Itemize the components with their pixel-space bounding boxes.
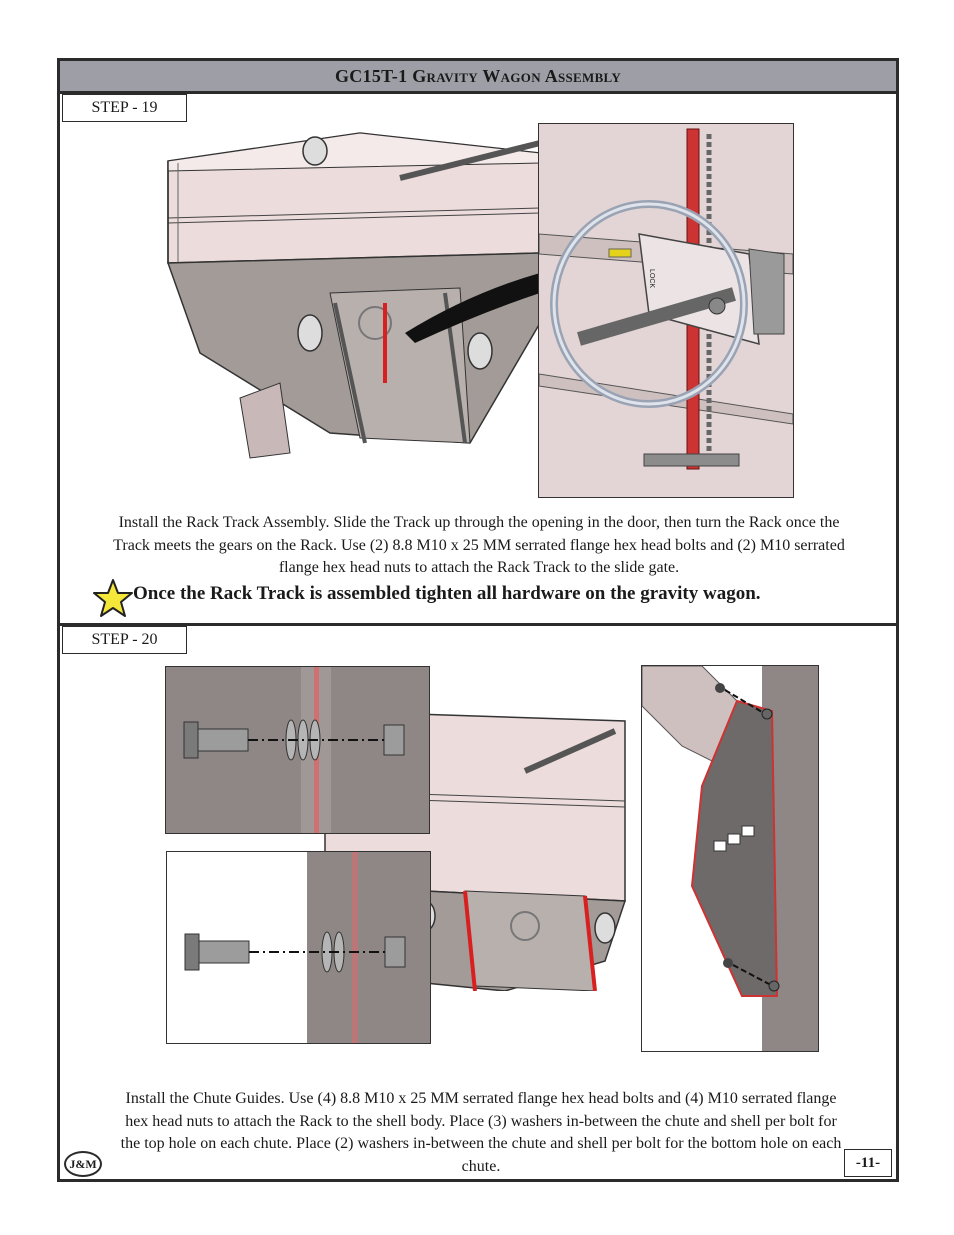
rack-track-detail-drawing <box>539 124 793 497</box>
step-20-label: STEP - 20 <box>62 626 187 654</box>
lock-label: LOCK <box>648 269 655 289</box>
step-19-label: STEP - 19 <box>62 94 187 122</box>
washer-detail-bottom-inset <box>166 851 431 1044</box>
wagon-rack-track-illustration <box>160 123 540 468</box>
star-icon <box>93 579 133 617</box>
step-20-caption: Install the Chute Guides. Use (4) 8.8 M10 x 25 MM serrated flange hex head bolts and (4) M10 serrated flange hex head nuts to attach the Rack to the shell body. Place (3) washers in-between the chute and shell per bolt for the top hole on each chute. Place (2) washers in-between the chute and shell per bolt for the bottom hole on each chute. <box>120 1090 842 1175</box>
page-number: -11- <box>844 1149 892 1177</box>
washer-detail-bottom-drawing <box>167 852 430 1043</box>
washer-detail-top-inset <box>165 666 430 834</box>
chute-guide-detail-drawing <box>642 666 818 1051</box>
page-frame <box>57 58 899 1182</box>
page-title: GC15T-1 Gravity Wagon Assembly <box>60 61 896 94</box>
rack-track-detail-inset <box>538 123 794 498</box>
step-19-note: Once the Rack Track is assembled tighten all hardware on the gravity wagon. <box>133 583 761 604</box>
step-19-caption: Install the Rack Track Assembly. Slide the Track up through the opening in the door, then turn the Rack once the Track meets the gears on the Rack. Use (2) 8.8 M10 x 25 MM serrated flange hex head bolts and (2) M10 serrated flange hex head nuts to attach the Rack Track to the slide gate. <box>113 514 845 576</box>
chute-guide-detail-inset <box>641 665 819 1052</box>
washer-detail-top-drawing <box>166 667 429 833</box>
jm-logo: J&M <box>64 1151 102 1177</box>
